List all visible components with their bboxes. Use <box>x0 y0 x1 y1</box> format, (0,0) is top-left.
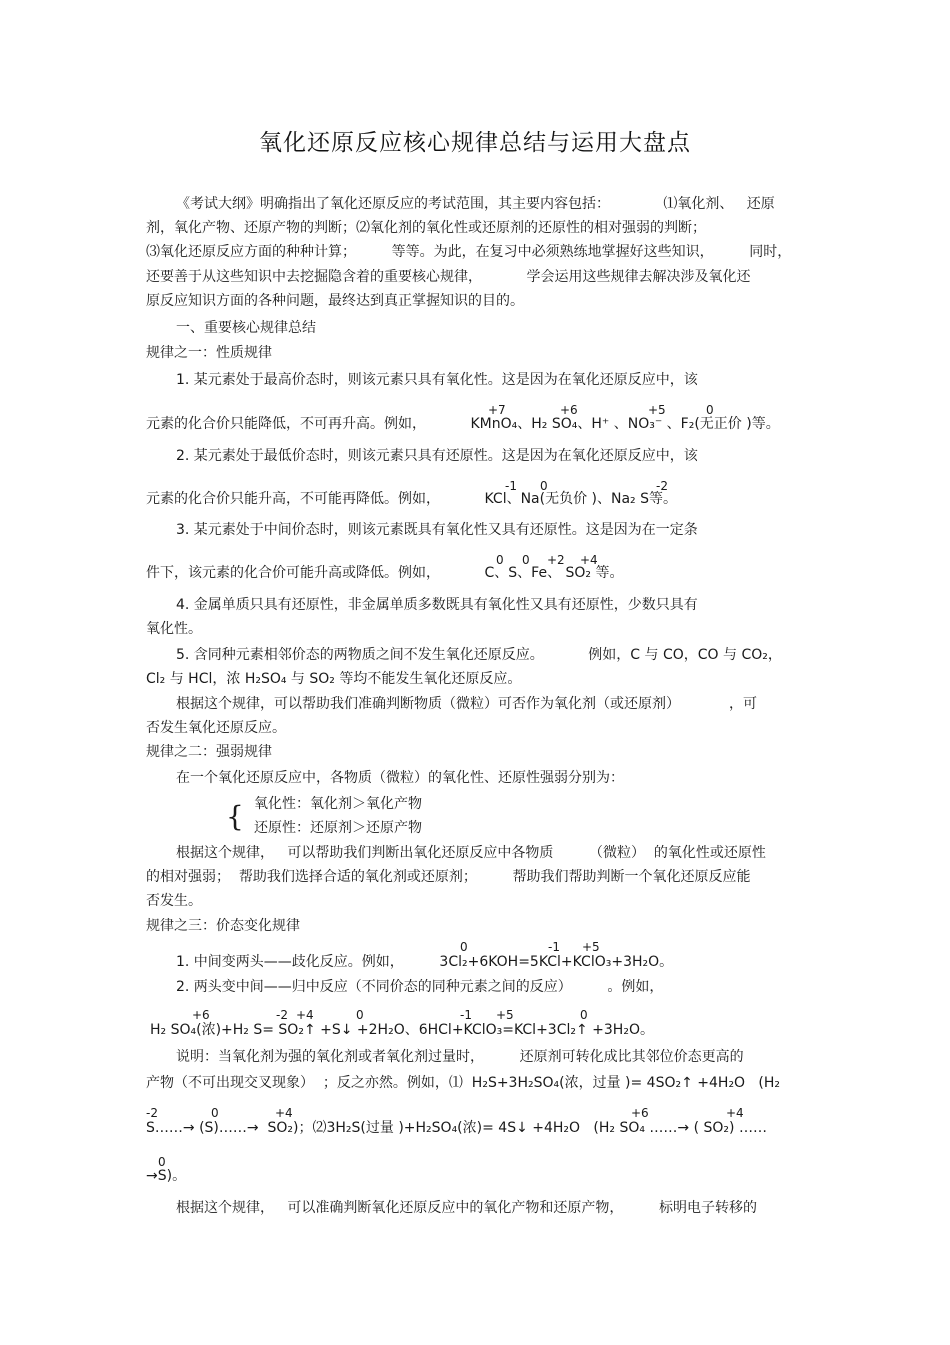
intro-line-4: 还要善于从这些知识中去挖掘隐含着的重要核心规律， 学会运用这些规律去解决涉及氧化还 <box>146 269 751 285</box>
ox-state-label: +4 <box>580 553 598 567</box>
ox-state-label: -2 <box>146 1106 158 1120</box>
ox-state-label: 0 <box>540 479 548 493</box>
rule3-note-line-3: S……→ (S)……→ SO₂)；⑵3H₂S(过量 )+H₂SO₄(浓)= 4S↓ +4H₂O (H₂ SO₄ ……→ ( SO₂) …… <box>146 1120 767 1136</box>
ox-state-label: +4 <box>275 1106 293 1120</box>
rule3-equation-2: H₂ SO₄(浓)+H₂ S= SO₂↑ +S↓ +2H₂O、6HCl+KClO₃=KCl+3Cl₂↑ +3H₂O。 <box>150 1022 654 1038</box>
rule3-p1: 1. 中间变两头——歧化反应。例如， 3Cl₂+6KOH=5KCl+KClO₃+3H₂O。 <box>176 954 674 970</box>
ox-state-label: +7 <box>488 403 506 417</box>
rule3-note-line-2: 产物（不可出现交叉现象） ；反之亦然。例如，⑴ H₂S+3H₂SO₄(浓，过量 )= 4SO₂↑ +4H₂O (H₂ <box>146 1075 781 1091</box>
rule3-p2: 2. 两头变中间——归中反应（不同价态的同种元素之间的反应） 。例如， <box>176 979 664 995</box>
rule1-p2-line-1: 2. 某元素处于最低价态时，则该元素只具有还原性。这是因为在氧化还原反应中，该 <box>176 448 698 464</box>
ox-state-label: +6 <box>192 1008 210 1022</box>
rule1-p4-line-1: 4. 金属单质只具有还原性，非金属单质多数既具有氧化性又具有还原性，少数只具有 <box>176 597 698 613</box>
ox-state-label: -1 <box>548 940 560 954</box>
rule1-p3-line-2: 件下，该元素的化合价可能升高或降低。例如， C、S、Fe、 SO₂ 等。 <box>146 565 624 581</box>
rule1-p4-line-2: 氧化性。 <box>146 621 202 637</box>
left-brace: { <box>226 800 244 833</box>
rule1-p6-line-1: 根据这个规律，可以帮助我们准确判断物质（微粒）可否作为氧化剂（或还原剂） ，可 <box>176 696 757 712</box>
ox-state-label: +6 <box>631 1106 649 1120</box>
rule2-p2-line-3: 否发生。 <box>146 893 202 909</box>
ox-state-label: 0 <box>522 553 530 567</box>
ox-state-label: -1 <box>460 1008 472 1022</box>
ox-state-label: +5 <box>582 940 600 954</box>
ox-state-label: +4 <box>726 1106 744 1120</box>
document-title: 氧化还原反应核心规律总结与运用大盘点 <box>259 130 691 156</box>
rule1-p6-line-2: 否发生氧化还原反应。 <box>146 720 286 736</box>
rule1-heading: 规律之一：性质规律 <box>146 345 272 361</box>
oxidizing-relation: 氧化性：氧化剂＞氧化产物 <box>254 796 422 812</box>
rule3-heading: 规律之三：价态变化规律 <box>146 918 300 934</box>
ox-state-label: 0 <box>356 1008 364 1022</box>
intro-line-5: 原反应知识方面的各种问题，最终达到真正掌握知识的目的。 <box>146 293 524 309</box>
intro-line-3: ⑶氧化还原反应方面的种种计算； 等等。为此，在复习中必须熟练地掌握好这些知识， 同时， <box>146 244 792 260</box>
rule2-p2-line-1: 根据这个规律， 可以帮助我们判断出氧化还原反应中各物质 （微粒） 的氧化性或还原性 <box>176 845 766 861</box>
ox-state-label: +2 <box>547 553 565 567</box>
ox-state-label: +5 <box>496 1008 514 1022</box>
intro-line-2: 剂，氧化产物、还原产物的判断；⑵氧化剂的氧化性或还原剂的还原性的相对强弱的判断； <box>146 220 706 236</box>
rule2-p1: 在一个氧化还原反应中，各物质（微粒）的氧化性、还原性强弱分别为： <box>176 770 624 786</box>
rule1-p5-line-2: Cl₂ 与 HCl，浓 H₂SO₄ 与 SO₂ 等均不能发生氧化还原反应。 <box>146 671 522 687</box>
rule3-note-line-4: →S)。 <box>146 1168 187 1184</box>
ox-state-label: 0 <box>496 553 504 567</box>
rule1-p1-line-1: 1. 某元素处于最高价态时，则该元素只具有氧化性。这是因为在氧化还原反应中，该 <box>176 372 698 388</box>
ox-state-label: +6 <box>560 403 578 417</box>
ox-state-label: +5 <box>648 403 666 417</box>
ox-state-label: 0 <box>580 1008 588 1022</box>
ox-state-label: 0 <box>460 940 468 954</box>
rule3-final-paragraph: 根据这个规律， 可以准确判断氧化还原反应中的氧化产物和还原产物， 标明电子转移的 <box>176 1200 757 1216</box>
ox-state-label: -2 <box>656 479 668 493</box>
rule2-p2-line-2: 的相对强弱； 帮助我们选择合适的氧化剂或还原剂； 帮助我们帮助判断一个氧化还原反应能 <box>146 869 751 885</box>
section-heading: 一、重要核心规律总结 <box>176 320 316 336</box>
intro-line-1: 《考试大纲》明确指出了氧化还原反应的考试范围，其主要内容包括： ⑴氧化剂、 还原 <box>176 196 775 212</box>
ox-state-label: 0 <box>706 403 714 417</box>
rule1-p3-line-1: 3. 某元素处于中间价态时，则该元素既具有氧化性又具有还原性。这是因为在一定条 <box>176 522 698 538</box>
ox-state-label: -1 <box>505 479 517 493</box>
rule1-p2-line-2: 元素的化合价只能升高，不可能再降低。例如， KCl、Na(无负价 )、Na₂ S等。 <box>146 491 678 507</box>
rule3-note-line-1: 说明：当氧化剂为强的氧化剂或者氧化剂过量时， 还原剂可转化成比其邻位价态更高的 <box>176 1049 744 1065</box>
reducing-relation: 还原性：还原剂＞还原产物 <box>254 820 422 836</box>
ox-state-label: 0 <box>211 1106 219 1120</box>
ox-state-label: -2 <box>276 1008 288 1022</box>
ox-state-label: +4 <box>296 1008 314 1022</box>
rule1-p5-line-1: 5. 含同种元素相邻价态的两物质之间不发生氧化还原反应。 例如，C 与 CO，CO 与 CO₂， <box>176 647 782 663</box>
rule2-heading: 规律之二：强弱规律 <box>146 744 272 760</box>
rule1-p1-line-2: 元素的化合价只能降低，不可再升高。例如， KMnO₄、H₂ SO₄、H⁺ 、NO₃⁻ 、F₂(无正价 )等。 <box>146 416 780 432</box>
ox-state-label: 0 <box>158 1155 166 1169</box>
